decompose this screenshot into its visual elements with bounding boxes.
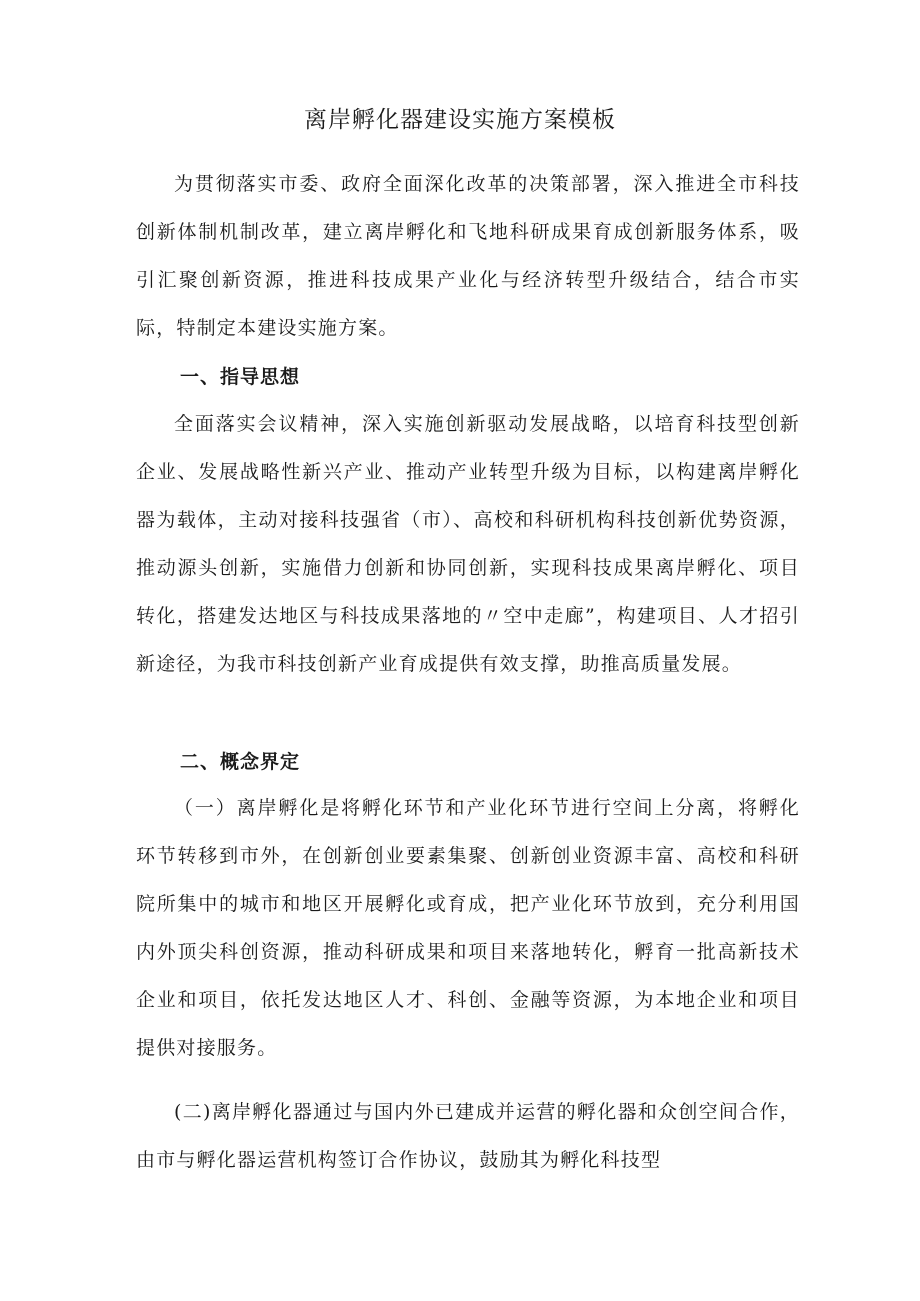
section-heading-concept-definition: 二、概念界定 bbox=[180, 751, 301, 773]
intro-paragraph: 为贯彻落实市委、政府全面深化改革的决策部署，深入推进全市科技创新体制机制改革，建立离岸孵化和飞地科研成果育成创新服务体系，吸引汇聚创新资源，推进科技成果产业化与经济转型升级结合，结合市实际，特制定本建设实施方案。 bbox=[136, 173, 800, 339]
concept-item-2-paragraph: (二)离岸孵化器通过与国内外已建成并运营的孵化器和众创空间合作，由市与孵化器运营机构签订合作协议，鼓励其为孵化科技型 bbox=[136, 1101, 800, 1171]
document-title: 离岸孵化器建设实施方案模板 bbox=[304, 107, 616, 133]
concept-item-1-paragraph: （一）离岸孵化是将孵化环节和产业化环节进行空间上分离，将孵化环节转移到市外，在创新创业要素集聚、创新创业资源丰富、高校和科研院所集中的城市和地区开展孵化或育成，把产业化环节放到，充分利用国内外顶尖科创资源，推动科研成果和项目来落地转化，孵育一批高新技术企业和项目，依托发达地区人才、科创、金融等资源，为本地企业和项目提供对接服务。 bbox=[136, 797, 800, 1059]
section-heading-guiding-ideology: 一、指导思想 bbox=[180, 366, 301, 388]
guiding-ideology-paragraph: 全面落实会议精神，深入实施创新驱动发展战略，以培育科技型创新企业、发展战略性新兴产业、推动产业转型升级为目标，以构建离岸孵化器为载体，主动对接科技强省（市）、高校和科研机构科技创新优势资源，推动源头创新，实施借力创新和协同创新，实现科技成果离岸孵化、项目转化，搭建发达地区与科技成果落地的〃空中走廊”，构建项目、人才招引新途径，为我市科技创新产业育成提供有效支撑，助推高质量发展。 bbox=[136, 413, 800, 675]
